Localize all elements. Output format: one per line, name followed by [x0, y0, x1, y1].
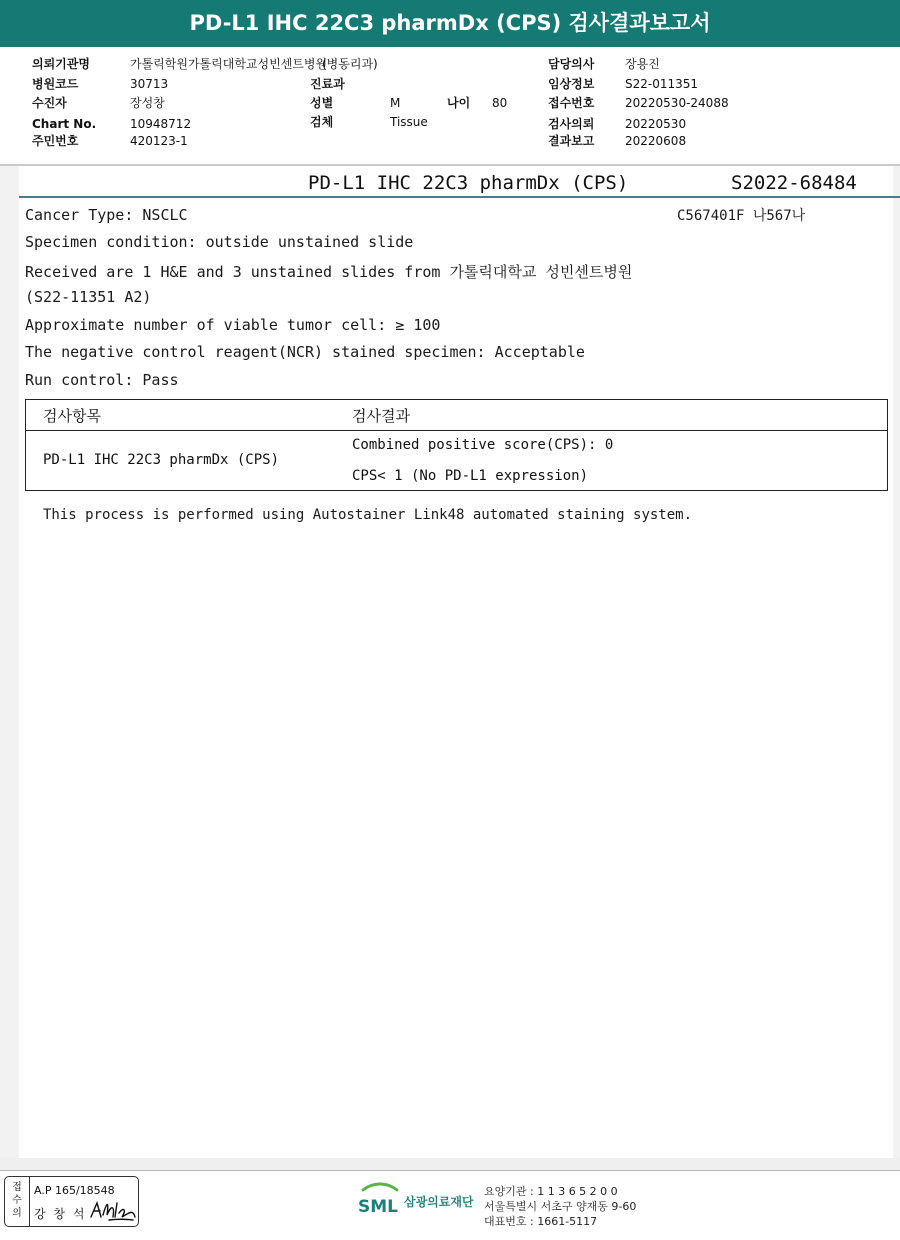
label-doctor: 담당의사	[548, 57, 595, 71]
left-margin-strip	[0, 166, 19, 1158]
report-test-name: PD-L1 IHC 22C3 pharmDx (CPS)	[308, 172, 629, 194]
value-specimen: Tissue	[390, 115, 428, 129]
slide-code: C567401F 나567나	[677, 208, 806, 224]
sml-logo-text: SML	[358, 1197, 398, 1216]
footer-separator	[0, 1158, 900, 1170]
stamp-divider	[29, 1177, 30, 1226]
label-age: 나이	[447, 96, 471, 110]
value-sex: M	[390, 96, 401, 110]
label-clinical-info: 임상정보	[548, 77, 595, 91]
value-chart-no: 10948712	[130, 117, 192, 131]
report-title: PD-L1 IHC 22C3 pharmDx (CPS) 검사결과보고서	[0, 0, 900, 47]
value-request-date: 20220530	[625, 117, 687, 131]
value-institution: 가톨릭학원가톨릭대학교성빈센트병원	[130, 57, 328, 71]
line-tumor-cell: Approximate number of viable tumor cell: ≥ 100	[25, 316, 441, 334]
footer-rule	[0, 1170, 900, 1171]
table-header-rule	[26, 430, 887, 431]
value-patient: 장성창	[130, 96, 165, 110]
right-margin-strip	[893, 166, 900, 1158]
header-divider	[0, 164, 900, 166]
process-note: This process is performed using Autostainer Link48 automated staining system.	[43, 507, 693, 523]
table-result-interpretation: CPS< 1 (No PD-L1 expression)	[352, 468, 589, 484]
handwritten-signature-icon	[89, 1197, 137, 1223]
footer-address: 서울특별시 서초구 양재동 9-60	[484, 1200, 637, 1213]
label-request-date: 검사의뢰	[548, 117, 595, 131]
label-patient: 수진자	[32, 96, 67, 110]
result-table	[25, 399, 888, 491]
sml-logo	[357, 1182, 401, 1220]
label-receipt-no: 접수번호	[548, 96, 595, 110]
stamp-ap-number: A.P 165/18548	[34, 1184, 115, 1197]
label-resident-no: 주민번호	[32, 134, 79, 148]
stamp-vertical-label: 접수의	[12, 1182, 22, 1219]
line-run-control: Run control: Pass	[25, 371, 179, 389]
table-header-item: 검사항목	[43, 407, 101, 425]
value-clinical-info: S22-011351	[625, 77, 699, 91]
line-cancer-type: Cancer Type: NSCLC	[25, 206, 188, 224]
label-specimen: 검체	[310, 115, 334, 129]
report-title-rule	[19, 196, 900, 198]
line-received: Received are 1 H&E and 3 unstained slides from 가톨릭대학교 성빈센트병원	[25, 263, 633, 281]
value-hospital-code: 30713	[130, 77, 169, 91]
table-header-result: 검사결과	[352, 407, 410, 425]
label-sex: 성별	[310, 96, 334, 110]
org-name: 삼광의료재단	[404, 1195, 474, 1209]
footer-institution-code: 요양기관 : 1 1 3 6 5 2 0 0	[484, 1185, 618, 1198]
table-item-value: PD-L1 IHC 22C3 pharmDx (CPS)	[43, 452, 280, 468]
line-case-ref: (S22-11351 A2)	[25, 288, 152, 306]
value-resident-no: 420123-1	[130, 134, 188, 148]
value-institution-suffix: (병동리과)	[322, 57, 378, 71]
label-institution: 의뢰기관명	[32, 57, 90, 71]
label-department: 진료과	[310, 77, 345, 91]
label-hospital-code: 병원코드	[32, 77, 79, 91]
line-specimen-condition: Specimen condition: outside unstained slide	[25, 233, 414, 251]
line-ncr: The negative control reagent(NCR) stained specimen: Acceptable	[25, 343, 585, 361]
label-report-date: 결과보고	[548, 134, 595, 148]
value-report-date: 20220608	[625, 134, 687, 148]
label-chart-no: Chart No.	[32, 117, 97, 131]
stamp-pathologist-name: 강 창 석	[34, 1207, 87, 1221]
footer-phone: 대표번호 : 1661-5117	[484, 1215, 598, 1228]
value-doctor: 장용진	[625, 57, 660, 71]
report-specimen-no: S2022-68484	[731, 172, 857, 194]
value-age: 80	[492, 96, 508, 110]
signature-stamp	[4, 1176, 139, 1227]
table-result-cps: Combined positive score(CPS): 0	[352, 437, 614, 453]
value-receipt-no: 20220530-24088	[625, 96, 729, 110]
sml-logo-icon	[357, 1182, 401, 1216]
